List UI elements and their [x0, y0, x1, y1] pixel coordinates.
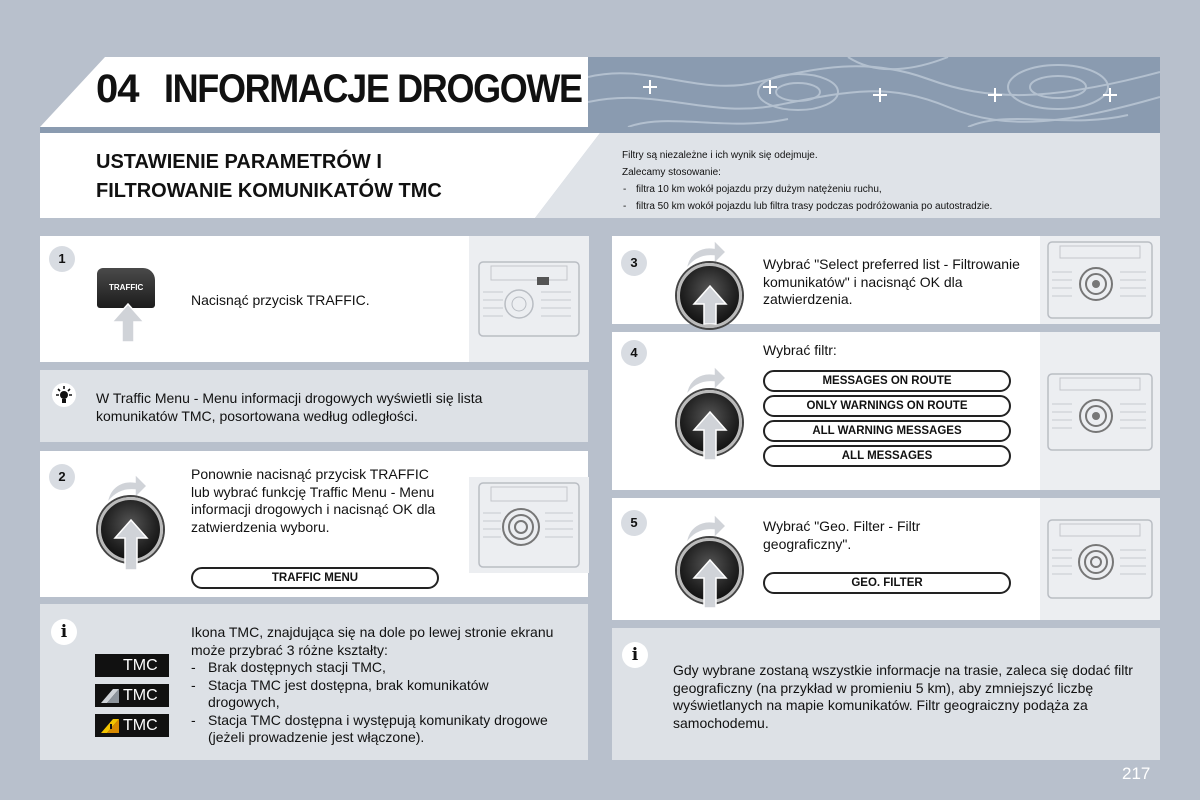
radio-unit-illustration	[1040, 332, 1160, 490]
step-1-text: Nacisnąć przycisk TRAFFIC.	[191, 292, 370, 308]
note-line: Zalecamy stosowanie:	[622, 167, 721, 178]
banner-stripe	[40, 127, 1160, 133]
geo-filter-option[interactable]: GEO. FILTER	[763, 572, 1011, 594]
info-right-text: Gdy wybrane zostaną wszystkie informacje na trasie, zaleca się dodać filtr geograficzny (na przykład w promieniu 5 km), aby zmniejszyć liczbę wyświetlanych na mapie komunikatów. Filtr geograiczny podąża za samochodemu.	[673, 662, 1133, 731]
step-3-badge: 3	[621, 250, 647, 276]
step-4-badge: 4	[621, 340, 647, 366]
step-3-text: Wybrać "Select preferred list - Filtrowanie komunikatów" i nacisnąć OK dla zatwierdzenia.	[763, 256, 1020, 307]
filter-option-all-messages[interactable]: ALL MESSAGES	[763, 445, 1011, 467]
radio-unit-illustration	[469, 236, 589, 362]
press-arrow-icon	[113, 518, 149, 572]
step-2-badge: 2	[49, 464, 75, 490]
filter-option-all-warning-messages[interactable]: ALL WARNING MESSAGES	[763, 420, 1011, 442]
filter-option-messages-on-route[interactable]: MESSAGES ON ROUTE	[763, 370, 1011, 392]
step-5-text: Wybrać "Geo. Filter - Filtr geograficzny".	[763, 518, 921, 552]
section-title-line1: USTAWIENIE PARAMETRÓW I	[96, 151, 382, 173]
note-line: Filtry są niezależne i ich wynik się odejmuje.	[622, 150, 818, 161]
step-1-badge: 1	[49, 246, 75, 272]
note-list-item: - filtra 50 km wokół pojazdu lub filtra trasy podczas podróżowania po autostradzie.	[622, 198, 992, 215]
info-icon: i	[622, 642, 648, 668]
tmc-available-icon	[95, 684, 169, 707]
chapter-title: INFORMACJE DROGOWE	[164, 67, 582, 111]
radio-unit-illustration	[1040, 498, 1160, 620]
filter-option-only-warnings-on-route[interactable]: ONLY WARNINGS ON ROUTE	[763, 395, 1011, 417]
info-left-list	[191, 659, 561, 747]
section-notes	[622, 147, 992, 215]
tmc-label: TMC	[123, 687, 158, 704]
press-arrow-icon	[692, 410, 728, 462]
chapter-banner	[40, 57, 1160, 127]
step-2-text: Ponownie nacisnąć przycisk TRAFFIC lub wybrać funkcję Traffic Menu - Menu informacji drogowych i nacisnąć OK dla zatwierdzenia wyboru.	[191, 466, 436, 535]
press-arrow-icon	[110, 302, 146, 344]
tmc-no-station-icon: TMC	[95, 654, 169, 677]
tmc-messages-icon	[95, 714, 169, 737]
lightbulb-tip-icon	[52, 383, 76, 407]
page-number: 217	[1122, 764, 1151, 783]
list-item: - Brak dostępnych stacji TMC,	[191, 659, 386, 675]
traffic-menu-option[interactable]: TRAFFIC MENU	[191, 567, 439, 589]
press-arrow-icon	[692, 558, 728, 610]
list-item: - Stacja TMC dostępna i występują komunikaty drogowe (jeżeli prowadzenie jest włączone).	[191, 711, 548, 745]
traffic-button-label: TRAFFIC	[109, 283, 144, 292]
note-list-item: - filtra 10 km wokół pojazdu przy dużym natężeniu ruchu,	[622, 181, 992, 198]
info-left-intro: Ikona TMC, znajdująca się na dole po lewej stronie ekranu może przybrać 3 różne kształty:	[191, 624, 554, 658]
tip-text: W Traffic Menu - Menu informacji drogowych wyświetli się lista komunikatów TMC, posortowana według odległości.	[96, 390, 483, 424]
list-item: - Stacja TMC jest dostępna, brak komunikatów drogowych,	[191, 676, 489, 710]
step-4-text: Wybrać filtr:	[763, 342, 837, 358]
banner-map-pattern	[588, 57, 1160, 127]
press-arrow-icon	[692, 284, 728, 326]
info-icon: i	[51, 619, 77, 645]
radio-unit-illustration	[1040, 236, 1160, 324]
radio-unit-illustration	[469, 477, 589, 573]
chapter-number: 04	[96, 67, 139, 111]
step-5-badge: 5	[621, 510, 647, 536]
section-title-line2: FILTROWANIE KOMUNIKATÓW TMC	[96, 180, 442, 202]
section-title	[96, 148, 536, 206]
tmc-label: TMC	[123, 717, 158, 734]
topographic-map-graphic	[588, 57, 1160, 127]
